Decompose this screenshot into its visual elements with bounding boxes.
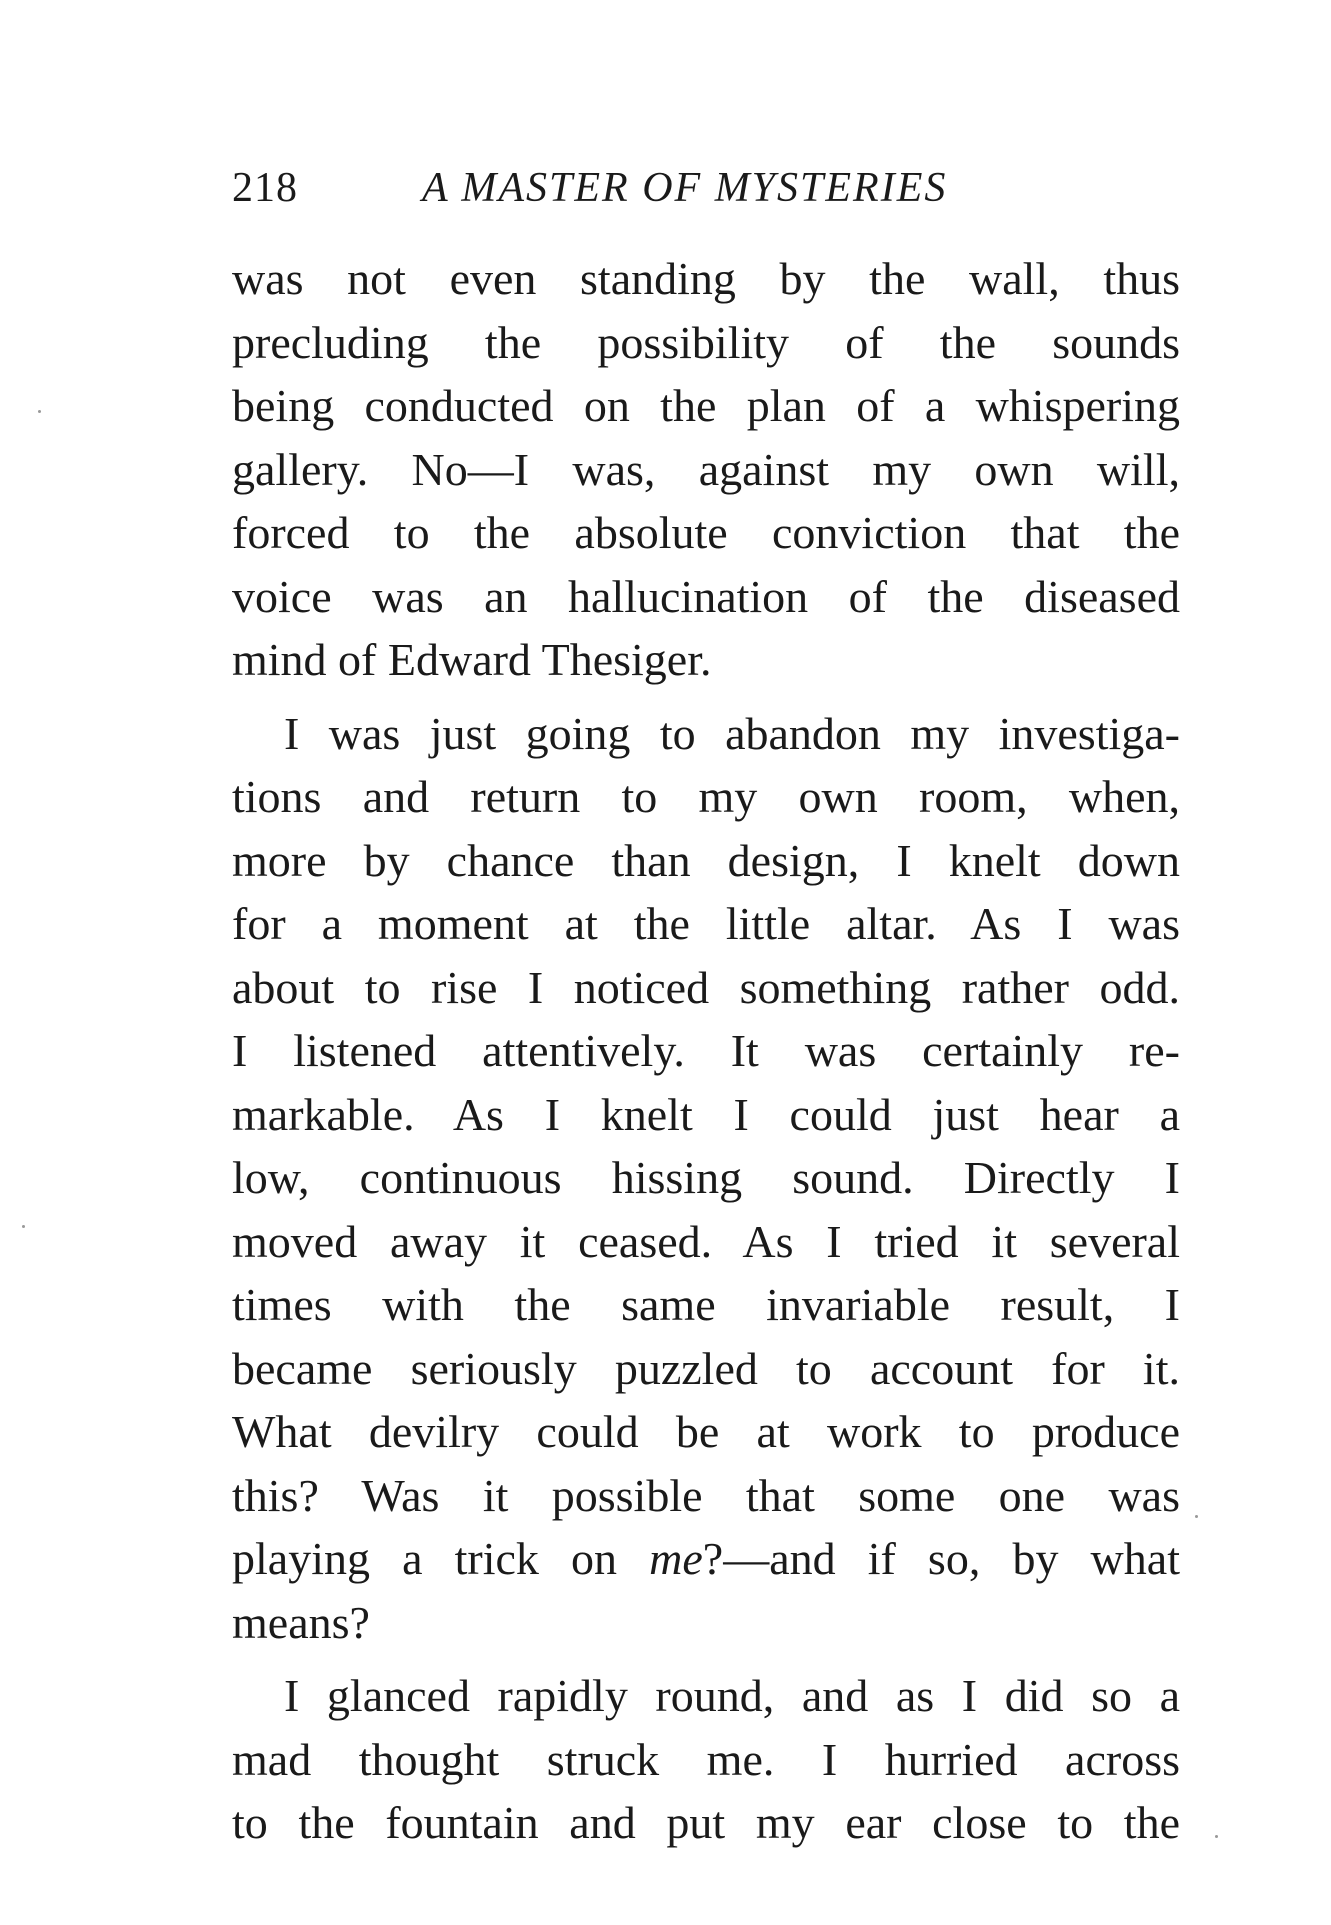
running-head xyxy=(232,158,1012,218)
text-line: I glanced rapidly round, and as I did so a xyxy=(284,1670,1180,1721)
text-line: more by chance than design, I knelt down xyxy=(232,834,1180,886)
text-line: voice was an hallucination of the diseased xyxy=(232,570,1180,622)
text-line: forced to the absolute conviction that the xyxy=(232,507,1180,558)
text-line: means? xyxy=(232,1596,370,1648)
paper-speck xyxy=(1195,1515,1198,1518)
text-line: I was just going to abandon my investiga- xyxy=(284,707,1180,759)
paper-speck xyxy=(22,1225,25,1228)
paragraph-2 xyxy=(232,702,1180,1655)
text-run: ?—and if so, by what xyxy=(702,1533,1180,1584)
text-line: being conducted on the plan of a whispering xyxy=(232,380,1180,431)
text-line: for a moment at the little altar. As I was xyxy=(232,898,1180,949)
text-run: playing a trick on xyxy=(232,1533,650,1584)
text-line: mad thought struck me. I hurried across xyxy=(232,1733,1180,1785)
text-line: was not even standing by the wall, thus xyxy=(232,253,1180,304)
text-line: this? Was it possible that some one was xyxy=(232,1469,1180,1521)
text-line: precluding the possibility of the sounds xyxy=(232,316,1180,368)
text-line: gallery. No—I was, against my own will, xyxy=(232,443,1180,495)
paper-speck xyxy=(38,410,41,413)
body-text xyxy=(232,247,1180,1865)
text-line-with-emphasis xyxy=(232,1527,1180,1591)
running-title: A MASTER OF MYSTERIES xyxy=(422,165,948,211)
paper-speck xyxy=(1215,1835,1218,1838)
text-line: I listened attentively. It was certainly re- xyxy=(232,1025,1180,1076)
text-line: low, continuous hissing sound. Directly I xyxy=(232,1152,1180,1203)
paragraph-3 xyxy=(232,1664,1180,1855)
text-line: What devilry could be at work to produce xyxy=(232,1406,1180,1457)
text-line: became seriously puzzled to account for it. xyxy=(232,1342,1180,1394)
text-line: times with the same invariable result, I xyxy=(232,1279,1180,1330)
text-line: tions and return to my own room, when, xyxy=(232,771,1180,822)
page-number: 218 xyxy=(232,165,298,211)
text-line: mind of Edward Thesiger. xyxy=(232,634,712,685)
paragraph-1 xyxy=(232,247,1180,692)
text-line: about to rise I noticed something rather odd. xyxy=(232,961,1180,1013)
text-line: moved away it ceased. As I tried it several xyxy=(232,1215,1180,1267)
emphasized-word: me xyxy=(649,1533,703,1584)
text-line: to the fountain and put my ear close to the xyxy=(232,1797,1180,1848)
text-line: markable. As I knelt I could just hear a xyxy=(232,1088,1180,1140)
